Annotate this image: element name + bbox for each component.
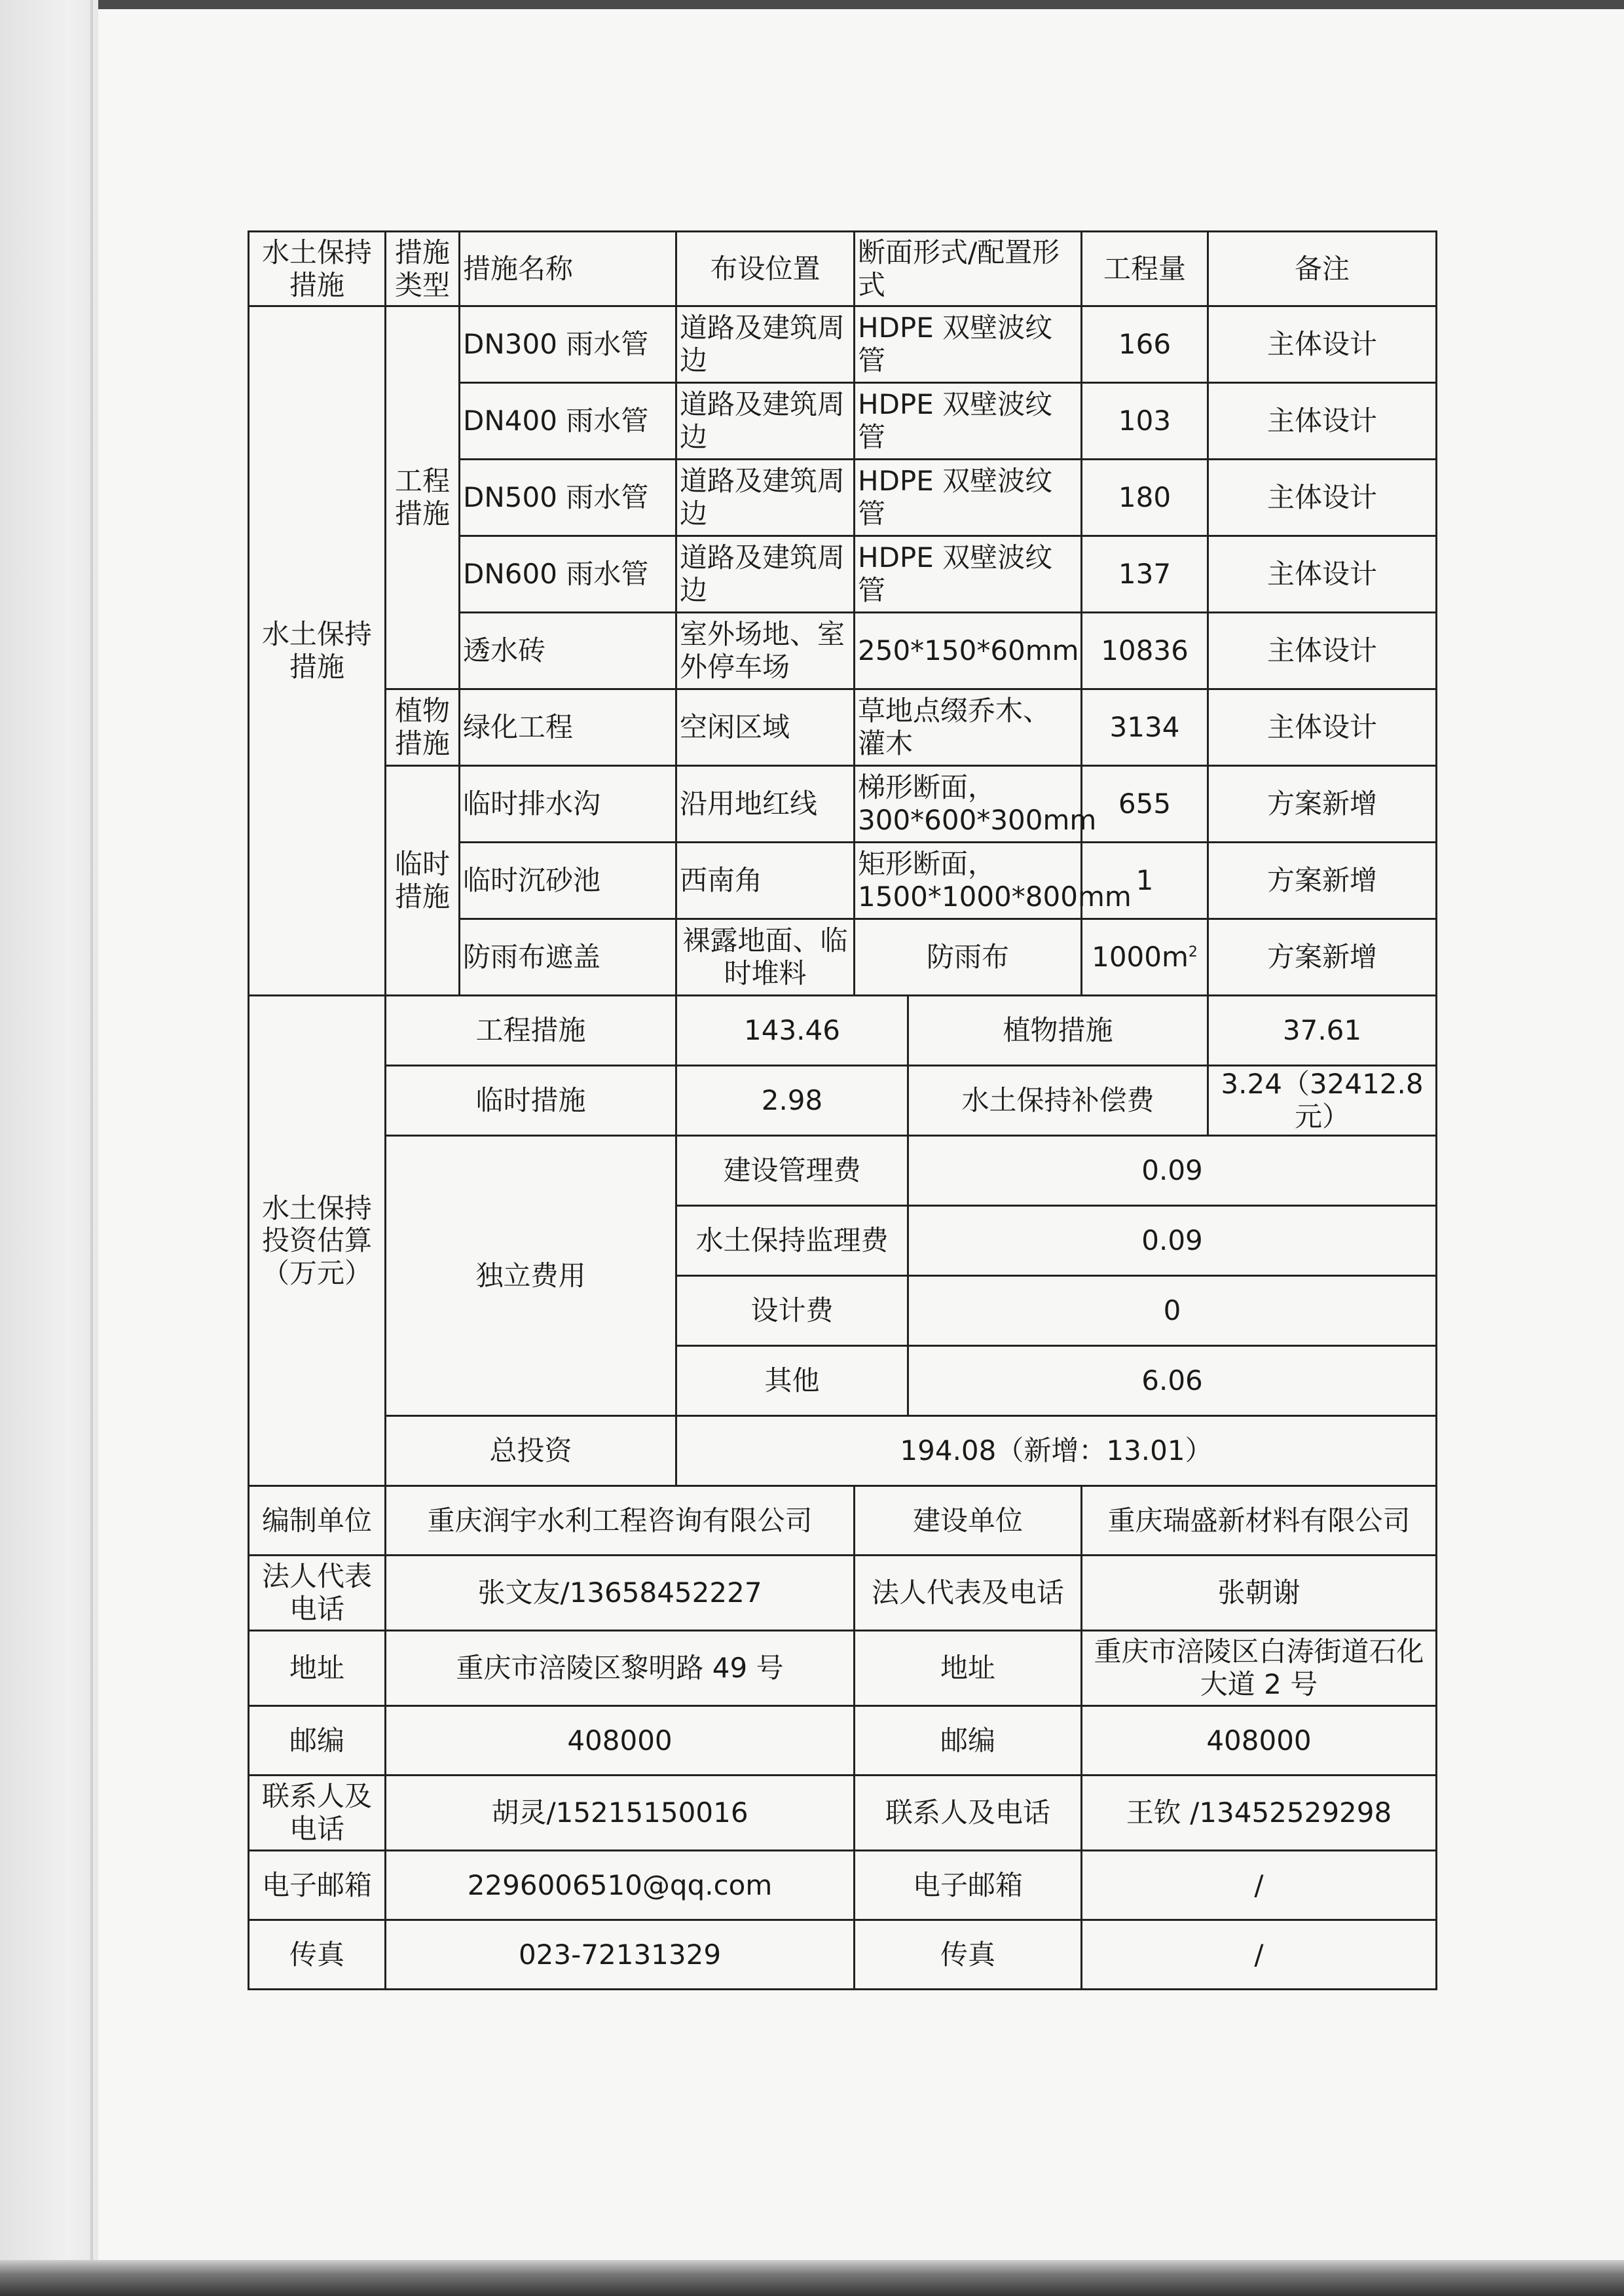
measure-remark: 方案新增 (1208, 919, 1437, 996)
measure-name: DN400 雨水管 (460, 383, 676, 460)
independent-item-value: 0 (908, 1276, 1437, 1346)
quantity-value: 1000m (1092, 941, 1189, 974)
measure-quantity: 103 (1082, 383, 1208, 460)
measure-remark: 方案新增 (1208, 843, 1437, 919)
engineering-value: 143.46 (676, 996, 908, 1066)
measure-location: 室外场地、室外停车场 (676, 613, 855, 689)
temporary-label: 临时措施 (386, 1066, 676, 1136)
investment-row (249, 1416, 1437, 1486)
contact-label: 电子邮箱 (855, 1851, 1082, 1920)
table-row (249, 306, 1437, 383)
contact-value: 重庆润宇水利工程咨询有限公司 (386, 1486, 855, 1556)
measure-location: 沿用地红线 (676, 766, 855, 843)
independent-item-value: 0.09 (908, 1206, 1437, 1276)
measure-quantity (1082, 919, 1208, 996)
independent-label: 独立费用 (386, 1136, 676, 1416)
measure-location: 裸露地面、临时堆料 (676, 919, 855, 996)
contact-value: 重庆瑞盛新材料有限公司 (1082, 1486, 1437, 1556)
header-category: 水土保持措施 (249, 232, 386, 306)
contact-label: 传真 (249, 1920, 386, 1990)
contact-value: 2296006510@qq.com (386, 1851, 855, 1920)
header-form: 断面形式/配置形式 (855, 232, 1082, 306)
contact-label: 地址 (249, 1631, 386, 1706)
contact-label: 邮编 (855, 1706, 1082, 1776)
measure-name: 透水砖 (460, 613, 676, 689)
measure-remark: 主体设计 (1208, 306, 1437, 383)
measure-quantity: 1 (1082, 843, 1208, 919)
plant-label: 植物措施 (908, 996, 1208, 1066)
quantity-superscript: 2 (1188, 944, 1198, 961)
investment-row (249, 1136, 1437, 1206)
measure-name: DN600 雨水管 (460, 536, 676, 613)
contact-row (249, 1851, 1437, 1920)
measure-name: 临时排水沟 (460, 766, 676, 843)
measure-remark: 主体设计 (1208, 383, 1437, 460)
contact-row (249, 1776, 1437, 1851)
measure-remark: 主体设计 (1208, 613, 1437, 689)
investment-row (249, 1066, 1437, 1136)
measure-name: 临时沉砂池 (460, 843, 676, 919)
measure-name: DN500 雨水管 (460, 460, 676, 536)
measure-location: 道路及建筑周边 (676, 536, 855, 613)
engineering-label: 工程措施 (386, 996, 676, 1066)
measure-quantity: 137 (1082, 536, 1208, 613)
compensation-label: 水土保持补偿费 (908, 1066, 1208, 1136)
measure-quantity: 655 (1082, 766, 1208, 843)
measure-form: HDPE 双壁波纹管 (855, 383, 1082, 460)
contact-value: 408000 (386, 1706, 855, 1776)
measure-form: 梯形断面，300*600*300mm (855, 766, 1082, 843)
measure-name: DN300 雨水管 (460, 306, 676, 383)
contact-value: 重庆市涪陵区白涛街道石化大道 2 号 (1082, 1631, 1437, 1706)
table-row (249, 766, 1437, 843)
header-location: 布设位置 (676, 232, 855, 306)
contact-label: 联系人及电话 (855, 1776, 1082, 1851)
measure-quantity: 180 (1082, 460, 1208, 536)
contact-label: 法人代表电话 (249, 1556, 386, 1631)
measure-remark: 方案新增 (1208, 766, 1437, 843)
contact-value: / (1082, 1851, 1437, 1920)
contact-value: 张朝谢 (1082, 1556, 1437, 1631)
measure-location: 西南角 (676, 843, 855, 919)
soil-conservation-form (248, 230, 1437, 1990)
independent-item-label: 水土保持监理费 (676, 1206, 908, 1276)
measure-remark: 主体设计 (1208, 689, 1437, 766)
measure-remark: 主体设计 (1208, 536, 1437, 613)
independent-item-label: 建设管理费 (676, 1136, 908, 1206)
total-value: 194.08（新增：13.01） (676, 1416, 1437, 1486)
page-edge-line (90, 0, 93, 2265)
independent-item-label: 设计费 (676, 1276, 908, 1346)
contact-value: 重庆市涪陵区黎明路 49 号 (386, 1631, 855, 1706)
measure-form: 草地点缀乔木、灌木 (855, 689, 1082, 766)
contact-label: 编制单位 (249, 1486, 386, 1556)
type-engineering: 工程措施 (386, 306, 460, 689)
contact-row (249, 1631, 1437, 1706)
plant-value: 37.61 (1208, 996, 1437, 1066)
contact-value: 023-72131329 (386, 1920, 855, 1990)
measure-form: HDPE 双壁波纹管 (855, 460, 1082, 536)
measure-remark: 主体设计 (1208, 460, 1437, 536)
contact-row (249, 1556, 1437, 1631)
contact-label: 邮编 (249, 1706, 386, 1776)
measure-location: 道路及建筑周边 (676, 306, 855, 383)
total-label: 总投资 (386, 1416, 676, 1486)
measure-location: 道路及建筑周边 (676, 383, 855, 460)
measure-location: 道路及建筑周边 (676, 460, 855, 536)
section-label: 水土保持措施 (249, 306, 386, 996)
table-row (249, 689, 1437, 766)
contact-label: 联系人及电话 (249, 1776, 386, 1851)
type-plant: 植物措施 (386, 689, 460, 766)
header-type: 措施类型 (386, 232, 460, 306)
contact-value: 张文友/13658452227 (386, 1556, 855, 1631)
measure-form: 矩形断面，1500*1000*800mm (855, 843, 1082, 919)
measure-form: 防雨布 (855, 919, 1082, 996)
scan-bottom-edge (0, 2260, 1624, 2296)
contact-value: / (1082, 1920, 1437, 1990)
compensation-value: 3.24（32412.8 元） (1208, 1066, 1437, 1136)
scan-top-edge (0, 0, 1624, 9)
contact-label: 地址 (855, 1631, 1082, 1706)
measure-quantity: 10836 (1082, 613, 1208, 689)
measure-form: HDPE 双壁波纹管 (855, 536, 1082, 613)
contact-row (249, 1486, 1437, 1556)
measure-location: 空闲区域 (676, 689, 855, 766)
independent-item-value: 0.09 (908, 1136, 1437, 1206)
investment-label: 水土保持投资估算（万元） (249, 996, 386, 1486)
measure-name: 绿化工程 (460, 689, 676, 766)
header-name: 措施名称 (460, 232, 676, 306)
measure-quantity: 166 (1082, 306, 1208, 383)
measure-name: 防雨布遮盖 (460, 919, 676, 996)
book-spine-shadow (0, 0, 98, 2296)
contact-row (249, 1920, 1437, 1990)
independent-item-label: 其他 (676, 1346, 908, 1416)
independent-item-value: 6.06 (908, 1346, 1437, 1416)
contact-value: 胡灵/15215150016 (386, 1776, 855, 1851)
contact-label: 电子邮箱 (249, 1851, 386, 1920)
contact-label: 传真 (855, 1920, 1082, 1990)
type-temporary: 临时措施 (386, 766, 460, 996)
measure-quantity: 3134 (1082, 689, 1208, 766)
investment-row (249, 996, 1437, 1066)
measure-form: 250*150*60mm (855, 613, 1082, 689)
header-row (249, 232, 1437, 306)
header-remark: 备注 (1208, 232, 1437, 306)
contact-label: 法人代表及电话 (855, 1556, 1082, 1631)
temporary-value: 2.98 (676, 1066, 908, 1136)
contact-value: 王钦 /13452529298 (1082, 1776, 1437, 1851)
contact-value: 408000 (1082, 1706, 1437, 1776)
contact-row (249, 1706, 1437, 1776)
contact-label: 建设单位 (855, 1486, 1082, 1556)
measure-form: HDPE 双壁波纹管 (855, 306, 1082, 383)
header-quantity: 工程量 (1082, 232, 1208, 306)
